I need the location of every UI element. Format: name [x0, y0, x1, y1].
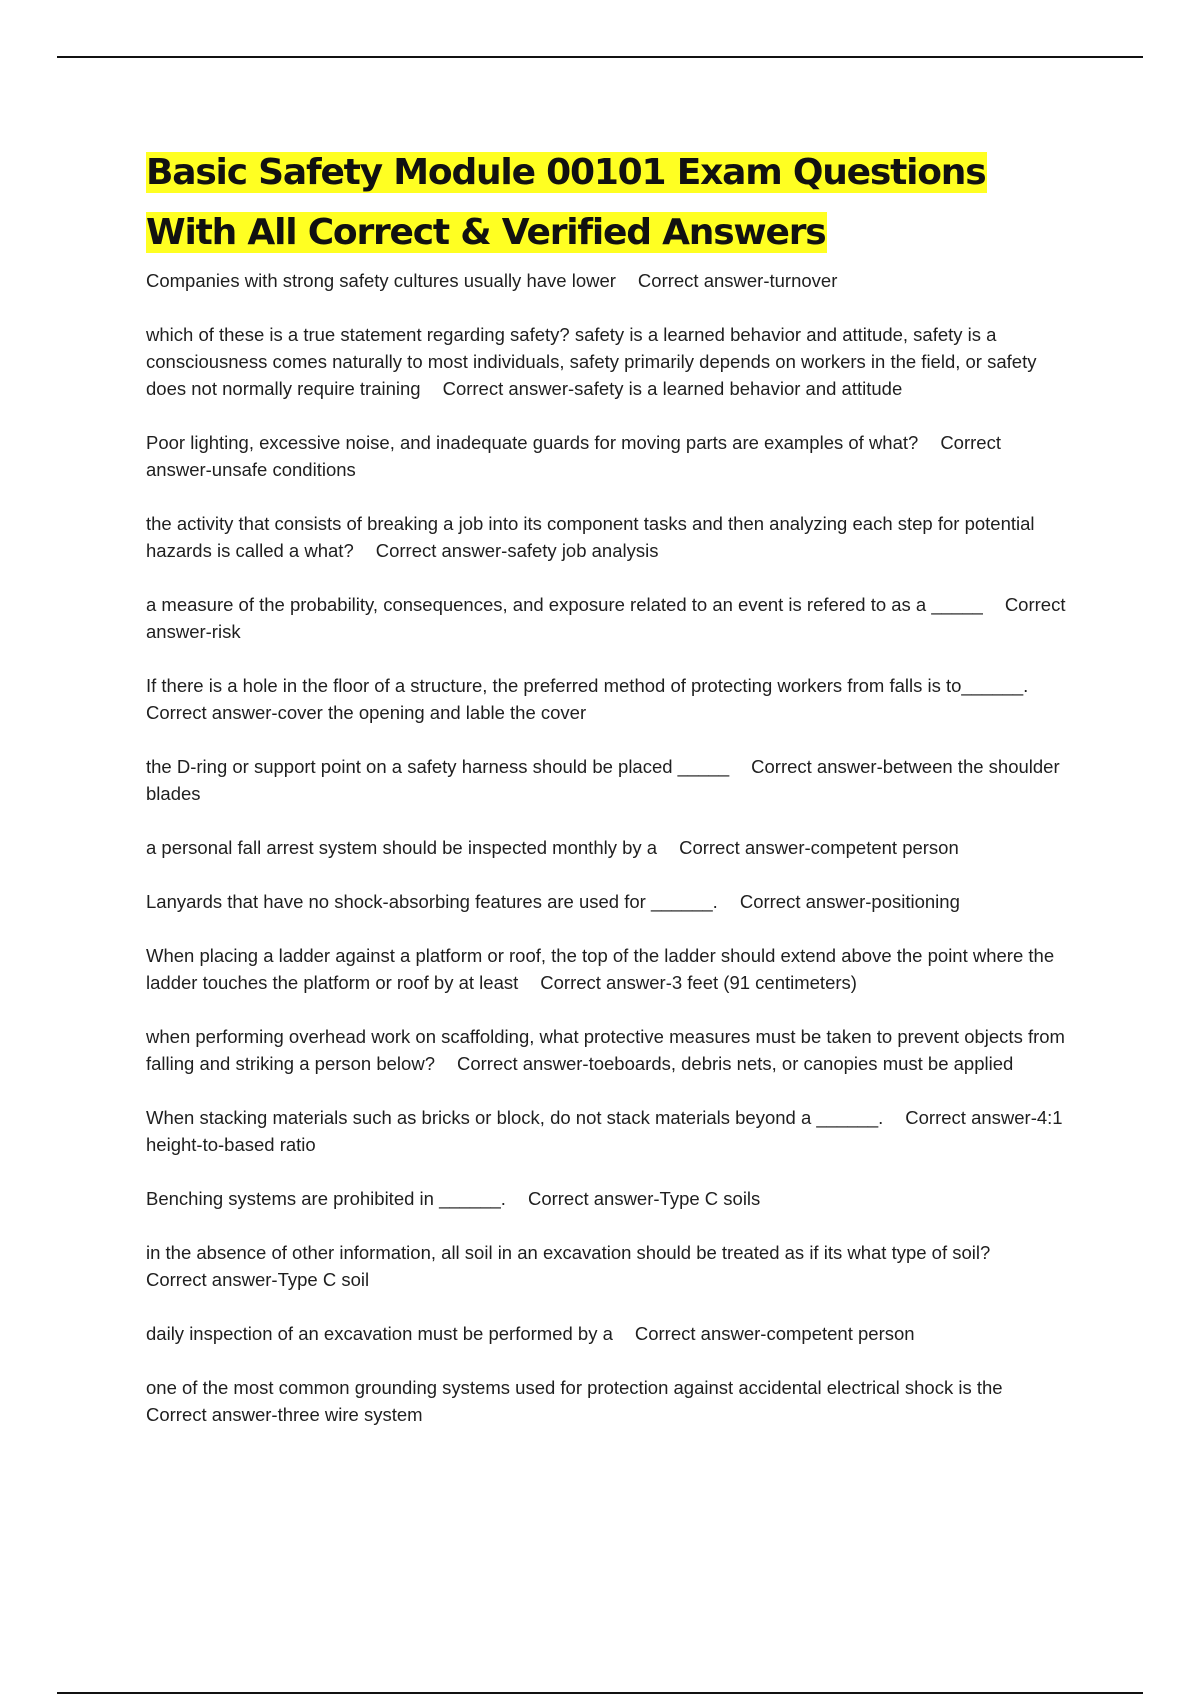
question-text: a measure of the probability, consequences, and exposure related to an event is refered to as a _____ — [146, 594, 983, 615]
qa-item — [146, 1104, 1066, 1158]
title-line-1: Basic Safety Module 00101 Exam Questions — [146, 152, 986, 193]
qa-item — [146, 888, 1066, 915]
answer-text: Correct answer-competent person — [634, 1323, 915, 1344]
qa-item — [146, 510, 1066, 564]
question-text: when performing overhead work on scaffolding, what protective measures must be taken to prevent objects from falling and striking a person below? — [146, 1026, 1065, 1074]
answer-text: Correct answer-three wire system — [146, 1404, 423, 1425]
answer-text: Correct answer-unsafe conditions — [146, 432, 1001, 480]
document-body — [146, 143, 1066, 1455]
question-text: Companies with strong safety cultures usually have lower — [146, 270, 616, 291]
answer-text: Correct answer-between the shoulder blades — [146, 756, 1060, 804]
qa-item — [146, 672, 1066, 726]
answer-text: Correct answer-Type C soils — [527, 1188, 761, 1209]
question-text: which of these is a true statement regarding safety? safety is a learned behavior and attitude, safety is a consciousness comes naturally to most individuals, safety primarily depends on workers in the field, or safety does not normally require training — [146, 324, 1037, 399]
answer-text: Correct answer-cover the opening and lable the cover — [146, 702, 587, 723]
question-text: Benching systems are prohibited in ______. — [146, 1188, 506, 1209]
answer-text: Correct answer-Type C soil — [146, 1269, 370, 1290]
question-text: in the absence of other information, all soil in an excavation should be treated as if its what type of soil? — [146, 1242, 991, 1263]
qa-item — [146, 1374, 1066, 1428]
answer-text: Correct answer-toeboards, debris nets, or canopies must be applied — [456, 1053, 1014, 1074]
answer-text: Correct answer-positioning — [739, 891, 960, 912]
question-answer-list — [146, 267, 1066, 1428]
question-text: When placing a ladder against a platform or roof, the top of the ladder should extend above the point where the ladder touches the platform or roof by at least — [146, 945, 1055, 993]
qa-item — [146, 753, 1066, 807]
question-text: Lanyards that have no shock-absorbing features are used for ______. — [146, 891, 718, 912]
question-text: daily inspection of an excavation must be performed by a — [146, 1323, 613, 1344]
title-line-2: With All Correct & Verified Answers — [146, 212, 826, 253]
qa-item — [146, 1023, 1066, 1077]
answer-text: Correct answer-competent person — [679, 837, 959, 858]
qa-item — [146, 1185, 1066, 1212]
question-text: the D-ring or support point on a safety harness should be placed _____ — [146, 756, 730, 777]
answer-text: Correct answer-3 feet (91 centimeters) — [540, 972, 857, 993]
question-text: Poor lighting, excessive noise, and inadequate guards for moving parts are examples of what? — [146, 432, 919, 453]
question-text: a personal fall arrest system should be inspected monthly by a — [146, 837, 658, 858]
answer-text: Correct answer-safety job analysis — [375, 540, 659, 561]
top-rule — [57, 56, 1143, 58]
answer-text: Correct answer-4:1 height-to-based ratio — [146, 1107, 1063, 1155]
qa-item — [146, 429, 1066, 483]
question-text: If there is a hole in the floor of a structure, the preferred method of protecting workers from falls is to______. — [146, 675, 1029, 696]
question-text: the activity that consists of breaking a job into its component tasks and then analyzing each step for potential hazards is called a what? — [146, 513, 1035, 561]
question-text: one of the most common grounding systems used for protection against accidental electrical shock is the — [146, 1377, 1003, 1398]
qa-item — [146, 321, 1066, 402]
qa-item — [146, 942, 1066, 996]
qa-item — [146, 834, 1066, 861]
answer-text: Correct answer-turnover — [637, 270, 838, 291]
document-title — [146, 143, 1066, 263]
qa-item — [146, 1320, 1066, 1347]
qa-item — [146, 1239, 1066, 1293]
question-text: When stacking materials such as bricks or block, do not stack materials beyond a ______. — [146, 1107, 884, 1128]
bottom-rule — [57, 1692, 1143, 1694]
answer-text: Correct answer-risk — [146, 594, 1066, 642]
qa-item — [146, 267, 1066, 294]
qa-item — [146, 591, 1066, 645]
answer-text: Correct answer-safety is a learned behavior and attitude — [442, 378, 903, 399]
